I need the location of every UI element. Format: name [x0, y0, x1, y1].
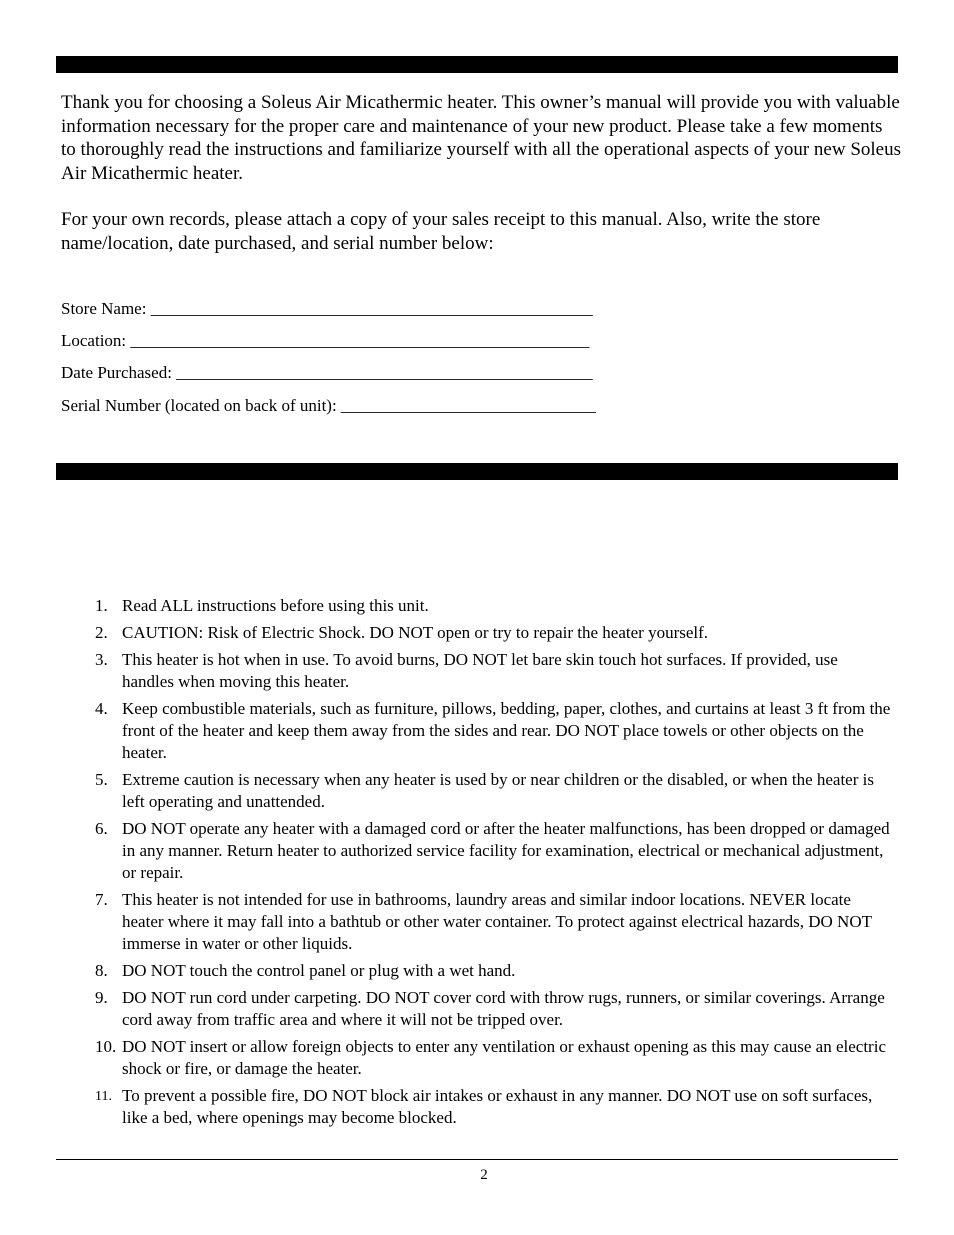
list-item-text: This heater is hot when in use. To avoid burns, DO NOT let bare skin touch hot surfaces. If provided, use handles when moving this heater. [122, 650, 838, 692]
date-purchased-field: Date Purchased: _________________________________________________ [61, 363, 593, 382]
list-item-number: 1. [95, 596, 108, 615]
list-item [0, 987, 954, 1031]
location-field: Location: ______________________________________________________ [61, 331, 590, 350]
list-item [0, 698, 954, 763]
list-item-number: 9. [95, 987, 108, 1007]
list-item-number: 11. [95, 1088, 112, 1104]
page-number: 2 [480, 1167, 488, 1183]
safety-rules-list [0, 595, 954, 1128]
records-paragraph: For your own records, please attach a copy of your sales receipt to this manual. Also, write the store name/location, date purchased, and serial number below: [61, 209, 821, 254]
intro-paragraph: Thank you for choosing a Soleus Air Micathermic heater. This owner’s manual will provide you with valuable information necessary for the proper care and maintenance of your new product. Please take a few moments to thoroughly read the instructions and familiarize yourself with all the operational aspects of your new Soleus Air Micathermic heater. [61, 92, 901, 184]
list-item-text: DO NOT touch the control panel or plug with a wet hand. [122, 960, 516, 980]
list-item-number: 3. [95, 650, 108, 670]
list-item-number: 8. [95, 960, 108, 980]
list-item-text: Extreme caution is necessary when any heater is used by or near children or the disabled, or when the heater is left operating and unattended. [122, 770, 874, 811]
list-item-text: This heater is not intended for use in bathrooms, laundry areas and similar indoor locations. NEVER locate heater where it may fall into a bathtub or other water container. To protect against electrical hazards, DO NOT immerse in water or other liquids. [122, 889, 872, 953]
list-item-text: Read ALL instructions before using this unit. [122, 596, 429, 615]
footer-divider [56, 1159, 898, 1160]
list-item [0, 889, 954, 954]
list-item [0, 769, 954, 813]
list-item [0, 1085, 954, 1129]
list-item [0, 595, 954, 617]
list-item-text: CAUTION: Risk of Electric Shock. DO NOT open or try to repair the heater yourself. [122, 623, 709, 643]
list-item [0, 818, 954, 883]
list-item-text: To prevent a possible fire, DO NOT block air intakes or exhaust in any manner. DO NOT use on soft surfaces, like a bed, where openings may become blocked. [122, 1085, 873, 1127]
section-header-bar-introduction [56, 56, 898, 73]
list-item-text: Keep combustible materials, such as furniture, pillows, bedding, paper, clothes, and curtains at least 3 ft from the front of the heater and keep them away from the sides and rear. DO NOT place towels or other objects on the heater. [122, 699, 891, 762]
list-item-number: 5. [95, 770, 108, 790]
list-item [0, 622, 954, 644]
list-item [0, 649, 954, 693]
list-item-number: 7. [95, 889, 108, 909]
list-item-number: 10. [95, 1036, 117, 1056]
section-header-bar-safety [56, 463, 898, 480]
list-item-text: DO NOT run cord under carpeting. DO NOT cover cord with throw rugs, runners, or similar coverings. Arrange cord away from traffic area and where it will not be tripped over. [122, 987, 885, 1029]
list-item-text: DO NOT insert or allow foreign objects to enter any ventilation or exhaust opening as this may cause an electric shock or fire, or damage the heater. [122, 1036, 886, 1078]
store-name-field: Store Name: ____________________________________________________ [61, 299, 593, 318]
list-item-number: 6. [95, 819, 108, 839]
list-item [0, 960, 954, 982]
list-item [0, 1036, 954, 1080]
list-item-number: 2. [95, 623, 108, 643]
serial-number-field: Serial Number (located on back of unit): ______________________________ [61, 396, 596, 415]
list-item-text: DO NOT operate any heater with a damaged cord or after the heater malfunctions, has been dropped or damaged in any manner. Return heater to authorized service facility for examination, electrical or mechanical adjustment, or repair. [122, 819, 890, 882]
list-item-number: 4. [95, 699, 108, 719]
